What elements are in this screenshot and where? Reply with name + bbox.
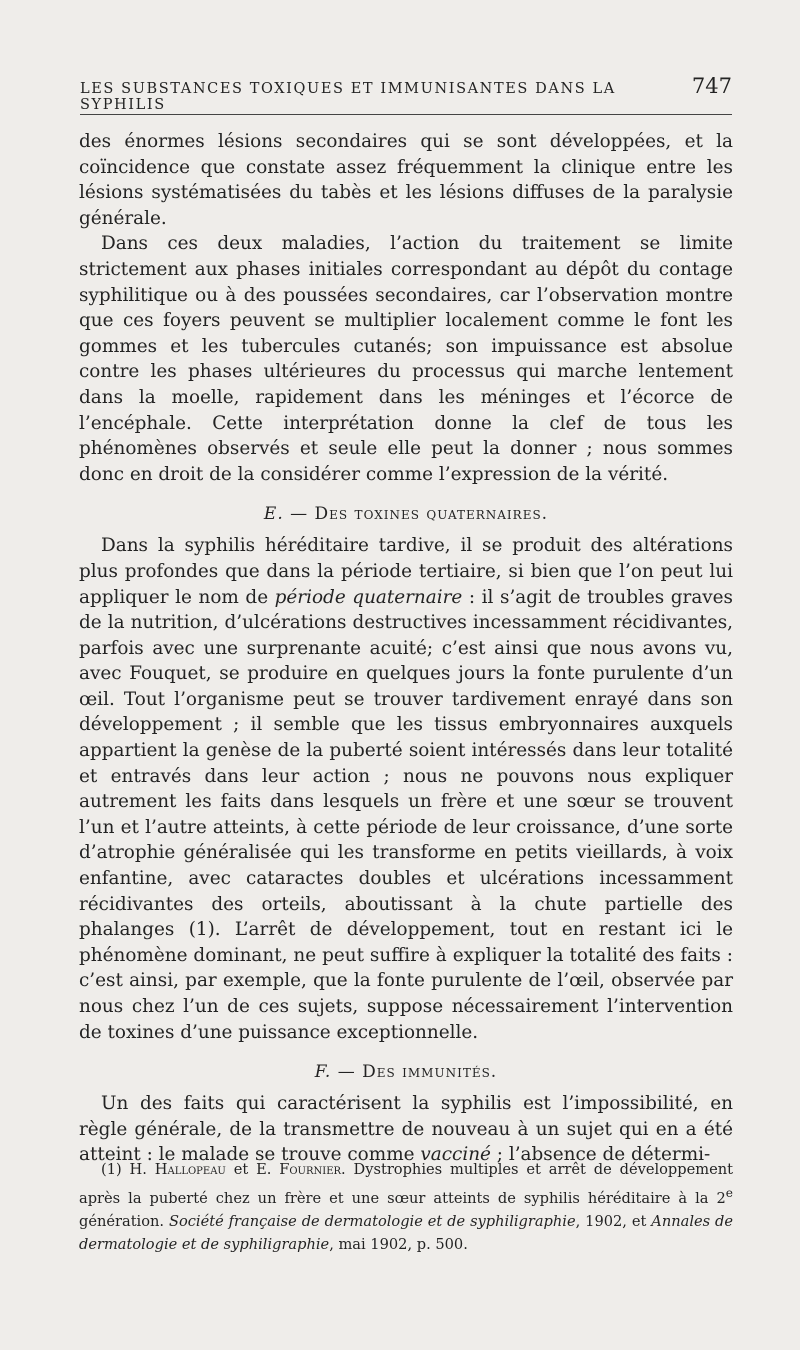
section-f-dash: — <box>331 1062 363 1083</box>
term-periode-quaternaire: période quaternaire <box>274 586 463 608</box>
paragraph-3-part-a: Dans la syphilis héréditaire tardive, il se produit des altérations plus profondes que dans la période tertiaire, si bien que l’on peut lui appliquer le nom de <box>79 535 733 608</box>
section-heading-e <box>79 502 733 526</box>
term-vaccine: vacciné <box>420 1144 491 1166</box>
footnote <box>79 1158 733 1257</box>
section-e-title: Des toxines quaternaires. <box>314 504 549 525</box>
section-e-letter: E. <box>263 504 284 525</box>
footnote-text-3: , 1902, et <box>575 1212 652 1230</box>
paragraph-4 <box>79 1091 733 1168</box>
header-rule <box>80 114 732 115</box>
paragraph-3-part-b: : il s’agit de troubles graves de la nutrition, d’ulcérations destructives incessamment récidivantes, parfois avec une surprenante acuité; c’est ainsi que nous avons vu, avec Fouquet, se produire en quelques jours la fonte purulente d’un œil. Tout l’organisme peut se trouver tardivement enrayé dans son développement ; il semble que les tissus embryonnaires auxquels appartient la genèse de la puberté soient intéressés dans leur totalité et entravés dans leur action ; nous ne pouvons nous expliquer autrement les faits dans lesquels un frère et une sœur se trouvent l’un et l’autre atteints, à cette période de leur croissance, d’une sorte d’atrophie généralisée qui les transforme en petits vieillards, à voix enfantine, avec cataractes doubles et ulcérations incessamment récidivantes des orteils, aboutissant à la chute partielle des phalanges (1). L’arrêt de développement, tout en restant ici le phénomène dominant, ne peut suffire à expliquer la totalité des faits : c’est ainsi, par exemple, que la fonte purulente de l’œil, observée par nous chez l’un de ces sujets, suppose nécessairement l’intervention de toxines d’une puissance exceptionnelle. <box>79 586 733 1043</box>
page-number: 747 <box>691 74 732 98</box>
footnote-1 <box>79 1158 733 1257</box>
section-f-title: Des immunités. <box>362 1062 498 1083</box>
paragraph-2: Dans ces deux maladies, l’action du traitement se limite strictement aux phases initiales correspondant au dépôt du contage syphilitique ou à des poussées secondaires, car l’observation montre que ces foyers peuvent se multiplier localement comme le font les gommes et les tubercules cutanés; son impuissance est absolue contre les phases ultérieures du processus qui marche lentement dans la moelle, rapidement dans les méninges et l’écorce de l’encéphale. Cette interprétation donne la clef de tous les phénomènes observés et seule elle peut la donner ; nous sommes donc en droit de la considérer comme l’expression de la vérité. <box>79 233 733 485</box>
footnote-marker: (1) H. <box>101 1161 155 1178</box>
section-heading-f <box>79 1060 733 1084</box>
footnote-author-1: Hallopeau <box>154 1161 226 1178</box>
main-text <box>79 129 733 1168</box>
footnote-superscript: e <box>725 1185 733 1200</box>
paragraph-3 <box>79 533 733 1045</box>
footnote-journal-1: Société française de dermatologie et de syphiligraphie <box>168 1212 576 1230</box>
running-header <box>80 74 732 113</box>
footnote-and: et E. <box>225 1161 280 1178</box>
footnote-text-1: . Dystrophies multiples et arrêt de développement après la puberté chez un frère et une sœur atteints de syphilis héréditaire à la 2 <box>79 1161 733 1207</box>
section-f-letter: F. <box>314 1062 332 1083</box>
footnote-text-4: , mai 1902, p. 500. <box>329 1236 468 1254</box>
paragraph-4-part-b: ; l’absence de détermi- <box>490 1144 711 1166</box>
footnote-journal-2: Annales de dermatologie et de syphiligraphie <box>79 1212 734 1254</box>
paragraph-4-part-a: Un des faits qui caractérisent la syphilis est l’impossibilité, en règle générale, de la transmettre de nouveau à un sujet qui en a été atteint : le malade se trouve comme <box>79 1093 733 1166</box>
paragraph-1: des énormes lésions secondaires qui se sont développées, et la coïncidence que constate assez fréquemment la clinique entre les lésions systématisées du tabès et les lésions diffuses de la paralysie générale. <box>79 131 733 229</box>
footnote-author-2: Fournier <box>279 1161 342 1178</box>
section-e-dash: — <box>283 504 315 525</box>
running-title: LES SUBSTANCES TOXIQUES ET IMMUNISANTES DANS LA SYPHILIS <box>80 81 616 113</box>
footnote-text-2: génération. <box>79 1212 169 1230</box>
